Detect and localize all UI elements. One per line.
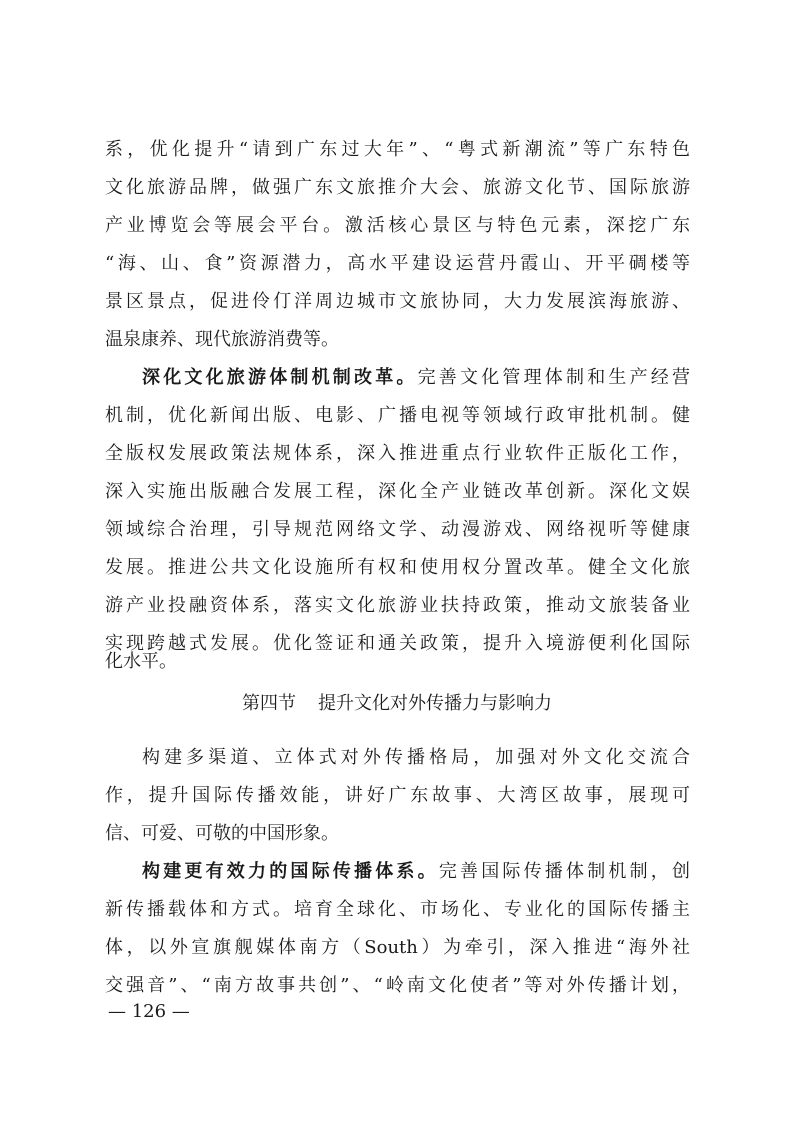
text-line: 系，优化提升“请到广东过大年”、“粤式新潮流”等广东特色 — [105, 139, 690, 160]
text-line: 作，提升国际传播效能，讲好广东故事、大湾区故事，展现可 — [105, 785, 690, 806]
text-line: 体，以外宣旗舰媒体南方（South）为牵引，深入推进“海外社 — [105, 937, 690, 958]
section-title: 提升文化对外传播力与影响力 — [318, 693, 552, 714]
paragraph-lead-heading: 构建更有效力的国际传播体系。 — [142, 861, 439, 882]
text-line: “海、山、食”资源潜力，高水平建设运营丹霞山、开平碉楼等 — [105, 253, 690, 274]
text-line-first — [142, 860, 690, 884]
text-line-last: 化水平。 — [105, 651, 177, 672]
section-number: 第四节 — [242, 693, 296, 714]
text-line: 实现跨越式发展。优化签证和通关政策，提升入境游便利化国际 — [105, 633, 690, 654]
text-line: 产业博览会等展会平台。激活核心景区与特色元素，深挖广东 — [105, 215, 690, 236]
text-line: 深入实施出版融合发展工程，深化全产业链改革创新。深化文娱 — [105, 481, 690, 502]
text-line: 游产业投融资体系，落实文化旅游业扶持政策，推动文旅装备业 — [105, 595, 690, 616]
text-line: 领域综合治理，引导规范网络文学、动漫游戏、网络视听等健康 — [105, 519, 690, 540]
paragraph-lead-rest: 完善文化管理体制和生产经营 — [417, 367, 690, 388]
paragraph-lead-heading: 深化文化旅游体制机制改革。 — [142, 367, 418, 388]
paragraph-lead-rest: 完善国际传播体制机制，创 — [438, 861, 690, 882]
text-line: 全版权发展政策法规体系，深入推进重点行业软件正版化工作， — [105, 443, 690, 464]
text-line: 文化旅游品牌，做强广东文旅推介大会、旅游文化节、国际旅游 — [105, 177, 690, 198]
text-line: 信、可爱、可敬的中国形象。 — [105, 823, 339, 844]
text-line: 发展。推进公共文化设施所有权和使用权分置改革。健全文化旅 — [105, 557, 690, 578]
text-line: 机制，优化新闻出版、电影、广播电视等领域行政审批机制。健 — [105, 405, 690, 426]
page-number: — 126 — — [108, 1001, 190, 1022]
text-line-first — [142, 366, 690, 390]
section-heading — [0, 690, 794, 718]
text-line: 交强音”、“南方故事共创”、“岭南文化使者”等对外传播计划， — [105, 975, 690, 996]
text-line: 新传播载体和方式。培育全球化、市场化、专业化的国际传播主 — [105, 899, 690, 920]
text-line-first: 构建多渠道、立体式对外传播格局，加强对外文化交流合 — [142, 747, 690, 768]
text-line: 温泉康养、现代旅游消费等。 — [105, 329, 339, 350]
text-line: 景区景点，促进伶仃洋周边城市文旅协同，大力发展滨海旅游、 — [105, 291, 690, 312]
